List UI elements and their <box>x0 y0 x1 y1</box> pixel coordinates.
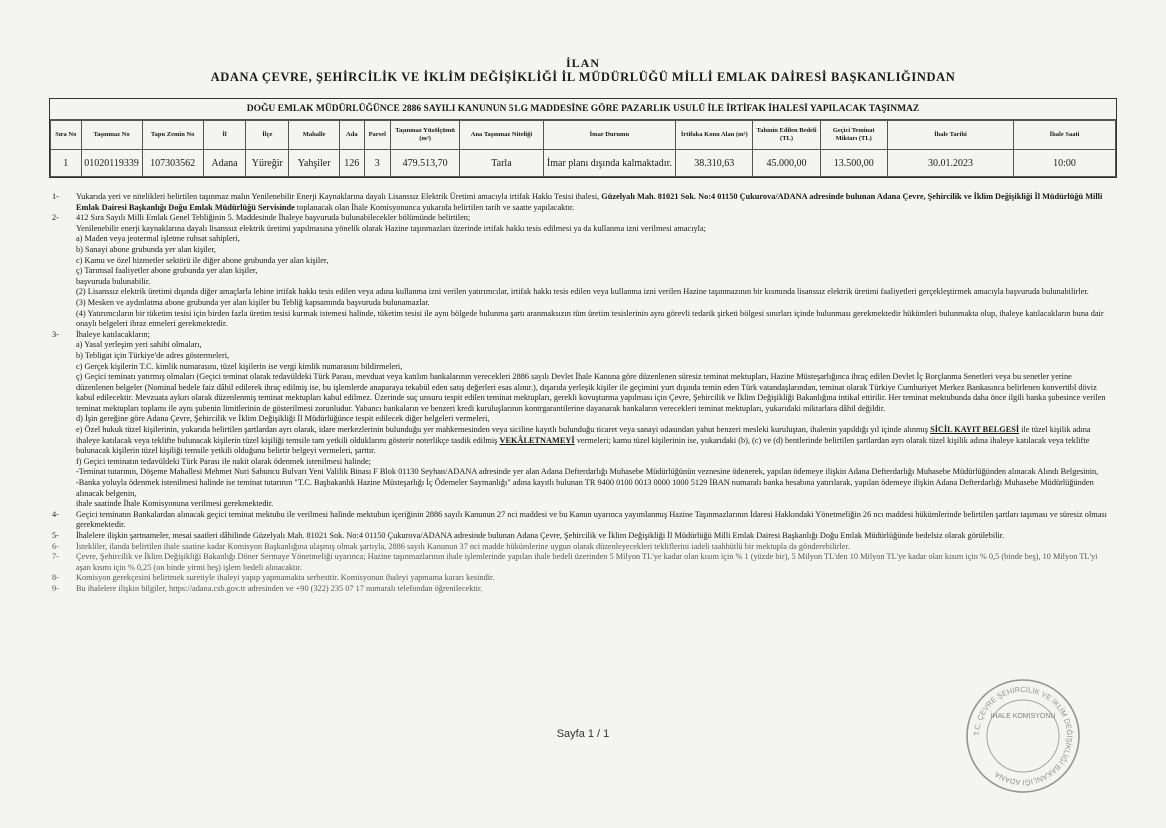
paragraph-text <box>76 330 1110 510</box>
table-cell: Yüreğir <box>246 150 289 177</box>
col-header: İhale Tarihi <box>887 121 1013 150</box>
text-line: -Teminat tutarının, Döşeme Mahallesi Mehmet Nuri Sabuncu Bulvarı Yeni Valilik Binası F Blok 01130 Seyhan/ADANA adresinde yer alan Adana Defterdarlığı Muhasebe Müdürlüğünün veznesine ödenerek, yapılan ödemeye ilişkin Adana Defterdarlığı Muhasebe Müdürlüğünden alınacak Alındı Belgesinin, <box>76 467 1099 477</box>
text-line: ihale saatinde İhale Komisyonuna verilmesi gerekmektedir. <box>76 499 274 509</box>
paragraph-text: Geçici teminatın Bankalardan alınacak geçici teminat mektubu ile verilmesi halinde mektubun içeriğinin 2886 sayılı Kanunun 27 nci maddesi ve bu Kanun uyarınca yayımlanmış Hazine Taşınmazlarının İdaresi Hakkındaki Yönetmeliğin 26 ncı maddesi hükümlerinde belirtilen şartları taşıması ve süresiz olması gerekmektedir. <box>76 509 1107 530</box>
table-cell: 38.310,63 <box>676 150 753 177</box>
seal-center-text: İHALE KOMİSYONU <box>990 713 1056 720</box>
paragraph-text: Bu ihalelere ilişkin bilgiler, https://adana.csb.gov.tr adresinden ve +90 (322) 235 07 17 numaralı telefondan öğrenilecektir. <box>76 583 483 593</box>
paragraph-9 <box>52 584 1110 595</box>
text-span: vermeleri; kamu tüzel kişilerinin ise, yukarıdaki (b), (c) ve (d) bentlerinde belirtilen şartlardan ayrı olarak tüzel kişilik adına ihaleye katılacak veya teklifte bulunacak kişilerin tüzel kişiliği temsile yetkili olduğunu belirtir belgeyi vermeleri, şarttır. <box>76 435 1090 456</box>
text-line: ç) Tarımsal faaliyetler abone grubunda yer alan kişiler, <box>76 266 258 276</box>
paragraph-text: Çevre, Şehircilik ve İklim Değişikliği Bakanlığı Döner Sermaye Yönetmeliği uyarınca; Hazine taşınmazlarının ihale işlemlerinde yapılan ihale bedeli üzerinden 5 Milyon TL'ye kadar olan kısım için % 1 (yüzde bir), 5 Milyon TL'den 10 Milyon TL'ye kadar olan kısım için % 0,5 (binde beş), 10 Milyon TL'yi aşan kısmı için % 0,25 (on binde yirmi beş) işlem bedeli alınacaktır. <box>76 552 1098 572</box>
col-header: Parsel <box>364 121 390 150</box>
text-line: a) Yasal yerleşim yeri sahibi olmaları, <box>76 340 202 350</box>
text-span: Yukarıda yeri ve nitelikleri belirtilen taşınmaz malın Yenilenebilir Enerji Kaynaklarına dayalı Lisanssız Elektrik Üretimi amacıyla irtifak Hakkı Tesisi ihalesi, <box>76 192 602 201</box>
col-header: Taşınmaz Yüzölçümü (m²) <box>390 121 459 150</box>
col-header: Sıra No <box>51 121 82 150</box>
paragraph-text <box>76 213 1110 330</box>
paragraph-text: İstekliler, ilanda belirtilen ihale saatine kadar Komisyon Başkanlığına ulaşmış olmak şartıyla, 2886 sayılı Kanunun 37 nci madde hükümlerine uygun olarak düzenleyecekleri tekliflerini iadeli taahhütlü bir mektupla da gönderebilirler. <box>76 541 850 551</box>
table-cell: Adana <box>203 150 246 177</box>
table-cell: 45.000,00 <box>753 150 820 177</box>
registry-document-label: SİCİL KAYIT BELGESİ <box>930 425 1020 435</box>
table-cell: 479.513,70 <box>390 150 459 177</box>
table-cell: 126 <box>340 150 364 177</box>
text-line: 412 Sıra Sayılı Milli Emlak Genel Tebliğinin 5. Maddesinde İhaleye başvuruda bulunabilecekler bölümünde belirtilen; <box>76 213 471 223</box>
paragraph-number: 4- <box>52 509 59 519</box>
col-header: İmar Durumu <box>543 121 675 150</box>
paragraph-text: Komisyon gerekçesini belirtmek suretiyle ihaleyi yapıp yapmamakta serbesttir. Komisyonun ihaleyi yapmama kararı kesindir. <box>76 573 495 583</box>
col-header: İlçe <box>246 121 289 150</box>
text-span: ile tüzel kişilik adına ihaleye katılacak veya teklifte bulunacak kişilerin tüzel kişiliği temsile tam yetkili olduklarını gösterir noterlikçe tasdik edilmiş <box>76 425 1091 445</box>
col-header: İhale Saati <box>1014 121 1116 150</box>
table-cell: Tarla <box>460 150 543 177</box>
text-line: b) Sanayi abone grubunda yer alan kişiler, <box>76 244 216 254</box>
text-span: e) Özel hukuk tüzel kişilerinin, yukarıda belirtilen şartlardan ayrı olarak, idare merkezlerinin bulunduğu yer mahkemesinden veya siciline kayıtlı bulunduğu ticaret veya sanayi odasından yahut benzeri mesleki kuruluştan, ihalenin yapıldığı yıl içinde alınmış <box>76 425 931 435</box>
col-header: Tapu Zemin No <box>142 121 203 150</box>
text-line: -Banka yoluyla ödenmek istenilmesi halinde ise teminat tutarının "T.C. Başbakanlık Hazine Müsteşarlığı İç Ödemeler Saymanlığı" adına kayıtlı bulunan TR 9400 0100 0013 0000 1000 5129 İBAN numaralı banka hesabına yatırılarak, yapılan ödemeye ilişkin Adana Defterdarlığı Muhasebe Müdürlüğünden alınacak belgenin, <box>76 478 1094 498</box>
paragraph-number: 8- <box>52 573 59 583</box>
col-header: Tahmin Edilen Bedeli (TL) <box>753 121 820 150</box>
text-line: d) İşin gereğine göre Adana Çevre, Şehircilik ve İklim Değişikliği İl Müdürlüğünce tespit edilecek diğer belgeleri vermeleri, <box>76 414 490 424</box>
notice-title: ADANA ÇEVRE, ŞEHİRCİLİK VE İKLİM DEĞİŞİKLİĞİ İL MÜDÜRLÜĞÜ MİLLİ EMLAK DAİRESİ BAŞKANLIĞINDAN <box>210 70 956 84</box>
text-line: f) Geçici teminatın tedavüldeki Türk Parası ile nakit olarak ödenmek istenilmesi halinde; <box>76 456 371 466</box>
table-cell: 107303562 <box>142 150 203 177</box>
paragraph-number: 6- <box>52 541 59 551</box>
address-bold: Güzelyalı Mah. 81021 Sok. No:4 01150 Çukurova/ADANA adresinde bulunan Adana Çevre, Şehircilik ve İklim Değişikliği İl Müdürlüğü Milli Emlak Dairesi Başkanlığı Doğu Emlak Müdürlüğü Servisinde <box>76 192 1103 212</box>
text-line: ç) Geçici teminatı yatırmış olmaları (Geçici teminat olarak tedavüldeki Türk Parası, mevduat veya katılım bankalarının verecekleri 2886 sayılı Devlet İhale Kanuna göre düzenlenen süresiz teminat mektupları, Hazine Müsteşarlığınca ihraç edilen Devlet İç Borçlanma Senetleri veya bu senetler yerine düzenlenen belgeler (Nominal bedele faiz dâhil edilerek ihraç edilmiş ise, bu işlemlerde anaparaya tekabül eden satış değerleri esas alınır.), dışarıda yerleşik kişiler ile geçimini yurt dışında temin eden Türk vatandaşlarından, teminat olarak Türkiye Cumhuriyet Merkez Bankasınca belirlenen konvertibl döviz kabul edilecektir. Mevzuata aykırı olarak düzenlenmiş teminat mektupları kabul edilmez. Üzerinde suç unsuru tespit edilen teminat mektupları, gerekli kovuşturma yapılması için Çevre, Şehircilik ve İklim Değişikliği Bakanlığına intikal ettirilir. Her teminat mektubunda daha önce ilgili banka şubesince verilen teminat mektupları toplamı ile aynı şubenin limitlerinin de gösterilmesi zorunludur. Yabancı bankaların ve benzeri kredi kuruluşlarının kontrgarantilerine dayanarak bankaların verecekleri teminat mektupları, yukarıdaki miktarlara dâhil değildir. <box>76 372 1106 413</box>
text-line: b) Tebligat için Türkiye'de adres göstermeleri, <box>76 350 230 360</box>
table-cell: 10:00 <box>1014 150 1116 177</box>
notice-body <box>52 192 1110 595</box>
col-header: Ada <box>340 121 364 150</box>
paragraph-number: 2- <box>52 213 59 223</box>
text-line: (3) Mesken ve aydınlatma abone grubunda yer alan kişiler bu Tebliğ kapsamında başvuruda bulunamazlar. <box>76 297 430 307</box>
table-cell: Yahşiler <box>289 150 340 177</box>
paragraph-5 <box>52 531 1110 542</box>
col-header: Mahalle <box>289 121 340 150</box>
paragraph-number: 1- <box>52 192 59 201</box>
paragraph-7 <box>52 552 1110 573</box>
col-header: İl <box>203 121 246 150</box>
paragraph-4 <box>52 510 1110 531</box>
paragraph-1 <box>52 192 1110 213</box>
table-caption: DOĞU EMLAK MÜDÜRLÜĞÜNCE 2886 SAYILI KANUNUN 51.G MADDESİNE GÖRE PAZARLIK USULÜ İLE İRTİFAK İHALESİ YAPILACAK TAŞINMAZ <box>50 99 1116 120</box>
paragraph-8 <box>52 573 1110 584</box>
table-cell: 3 <box>364 150 390 177</box>
official-seal-stamp <box>963 676 1083 796</box>
text-line: başvuruda bulunabilir. <box>76 276 151 286</box>
paragraph-6 <box>52 542 1110 553</box>
text-line: İhaleye katılacakların; <box>76 329 150 339</box>
table-cell: İmar planı dışında kalmaktadır. <box>543 150 675 177</box>
paragraph-text <box>76 192 1110 213</box>
power-of-attorney-label: VEKÂLETNAMEYİ <box>499 435 575 445</box>
text-line: a) Maden veya jeotermal işletme ruhsat sahipleri, <box>76 234 240 244</box>
col-header: Ana Taşınmaz Niteliği <box>460 121 543 150</box>
table-cell: 13.500,00 <box>820 150 887 177</box>
paragraph-text: İhalelere ilişkin şartnameler, mesai saatleri dâhilinde Güzelyalı Mah. 81021 Sok. No:4 01150 Çukurova/ADANA adresinde bulunan Adana Çevre, Şehircilik ve İklim Değişikliği İl Müdürlüğü Milli Emlak Dairesi Başkanlığı Doğu Emlak Müdürlüğünde bedelsiz olarak görülebilir. <box>76 531 1005 540</box>
text-line <box>76 425 1110 457</box>
table-row <box>51 150 1116 177</box>
paragraph-number: 3- <box>52 329 59 339</box>
seal-ring-text: T.C. ÇEVRE ŞEHİRCİLİK VE İKLİM DEĞİŞİKLİĞİ BAKANLIĞI ADANA <box>971 684 1075 788</box>
paragraph-number: 7- <box>52 552 59 562</box>
text-line: (2) Lisanssız elektrik üretimi dışında diğer amaçlarla lehine irtifak hakkı tesis edilen veya adına kullanma izni verilen yatırımcılar, irtifak hakkı tesis edilen veya kullanma izni verilen Hazine taşınmazının bir kısmında lisanssız elektrik üretimi faaliyetleri gerçekleştirmek amacıyla başvuruda bulunabilirler. <box>76 287 1089 297</box>
property-table <box>49 98 1117 178</box>
col-header: Taşınmaz No <box>81 121 142 150</box>
page-number: Sayfa 1 / 1 <box>556 728 610 740</box>
text-line: Yenilenebilir enerji kaynaklarına dayalı lisanssız elektrik üretimi yapılmasına yönelik olarak Hazine taşınmazları üzerinde irtifak hakkı tesis edilmesi ya da kullanma izni verilmesi amacıyla; <box>76 223 706 233</box>
paragraph-number: 5- <box>52 531 59 540</box>
paragraph-2 <box>52 213 1110 330</box>
table-cell: 01020119339 <box>81 150 142 177</box>
text-span: toplanacak olan İhale Komisyonunca yukarıda belirtilen tarih ve saatte yapılacaktır. <box>294 202 575 212</box>
paragraph-number: 9- <box>52 583 59 593</box>
table-cell: 30.01.2023 <box>887 150 1013 177</box>
table-cell: 1 <box>51 150 82 177</box>
paragraph-3 <box>52 330 1110 510</box>
notice-heading: İLAN <box>565 56 600 70</box>
col-header: İrtifaka Konu Alan (m²) <box>676 121 753 150</box>
table-header-row <box>51 121 1116 150</box>
col-header: Geçici Teminat Miktarı (TL) <box>820 121 887 150</box>
text-line: c) Kamu ve özel hizmetler sektörü ile diğer abone grubunda yer alan kişiler, <box>76 255 329 265</box>
text-line: c) Gerçek kişilerin T.C. kimlik numarasını, tüzel kişilerin ise vergi kimlik numarasını bildirmeleri, <box>76 361 403 371</box>
text-line: (4) Yatırımcıların bir tüketim tesisi için birden fazla üretim tesisi kurmak istemesi halinde, tüketim tesisi ile aynı bölgede bulunma şartı aranmaksızın tüm üretim tesislerinin aynı görevli tedarik şirketi bölgesi sınırları içinde bulunması gerekmektedir hükümleri bulunmakta olup, ihaleye katılacakların buna dair onaylı belgeleri ibraz etmeleri gerekmektedir. <box>76 308 1104 329</box>
